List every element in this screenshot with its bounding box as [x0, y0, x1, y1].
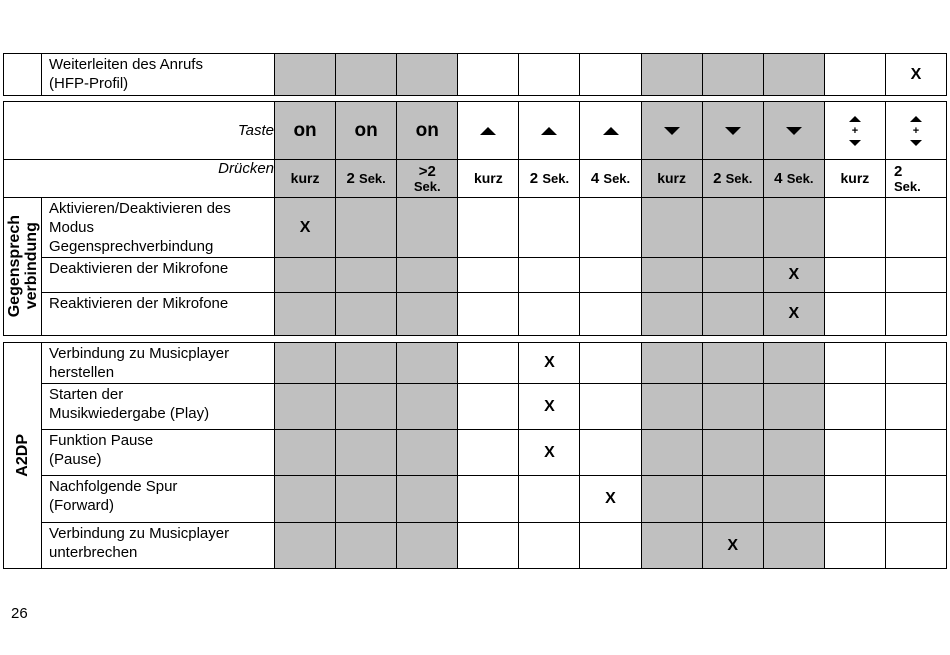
mark-cell — [275, 476, 336, 523]
mark-cell — [458, 384, 519, 430]
row-label: Deaktivieren der Mikrofone — [42, 258, 275, 293]
mark-cell — [641, 198, 702, 258]
taste-label: Taste — [4, 102, 275, 160]
mark-cell — [641, 523, 702, 569]
mark-cell — [702, 384, 763, 430]
row-label: Reaktivieren der Mikrofone — [42, 293, 275, 336]
mark-cell — [763, 343, 824, 384]
press-duration-cell: kurz — [458, 160, 519, 198]
mark-cell — [275, 523, 336, 569]
mark-cell — [763, 54, 824, 96]
button-cell — [641, 102, 702, 160]
plus-label: + — [851, 124, 859, 137]
mark-cell — [275, 384, 336, 430]
a2dp-table — [3, 342, 947, 569]
mark-cell — [824, 54, 885, 96]
mark-cell — [885, 430, 946, 476]
mark-cell — [824, 384, 885, 430]
table-row — [4, 258, 947, 293]
press-duration-cell: kurz — [275, 160, 336, 198]
mark-cell — [397, 476, 458, 523]
mark-cell — [580, 54, 641, 96]
check-mark: X — [605, 490, 616, 507]
button-cell — [336, 102, 397, 160]
mark-cell — [885, 54, 946, 96]
arrow-up-icon — [849, 116, 861, 122]
mark-cell — [519, 430, 580, 476]
mark-cell — [275, 54, 336, 96]
mark-cell — [519, 258, 580, 293]
mark-cell — [336, 523, 397, 569]
mark-cell — [824, 258, 885, 293]
mark-cell — [702, 54, 763, 96]
mark-cell — [580, 476, 641, 523]
mark-cell — [580, 343, 641, 384]
mark-cell — [885, 343, 946, 384]
druecken-label: Drücken — [4, 160, 275, 198]
mark-cell — [641, 54, 702, 96]
row-label: Starten der Musikwiedergabe (Play) — [42, 384, 275, 430]
mark-cell — [275, 430, 336, 476]
mark-cell — [824, 343, 885, 384]
press-duration-cell: >2 Sek. — [397, 160, 458, 198]
mark-cell — [580, 430, 641, 476]
button-cell — [275, 102, 336, 160]
mark-cell — [641, 384, 702, 430]
mark-cell — [702, 523, 763, 569]
mark-cell — [763, 384, 824, 430]
arrow-down-icon — [786, 127, 802, 135]
forwarding-table — [3, 53, 947, 96]
mark-cell — [397, 343, 458, 384]
blank-cell — [4, 54, 42, 96]
mark-cell — [458, 198, 519, 258]
mark-cell — [397, 198, 458, 258]
mark-cell — [580, 258, 641, 293]
mark-cell — [824, 198, 885, 258]
mark-cell — [336, 198, 397, 258]
arrow-up-icon — [603, 127, 619, 135]
table-row — [4, 384, 947, 430]
arrow-up-icon — [480, 127, 496, 135]
row-label: Verbindung zu Musicplayer herstellen — [42, 343, 275, 384]
row-label: Nachfolgende Spur (Forward) — [42, 476, 275, 523]
press-duration-cell: 2 Sek. — [336, 160, 397, 198]
arrow-down-icon — [849, 140, 861, 146]
press-duration-cell: 2 Sek. — [702, 160, 763, 198]
press-duration-cell: 4 Sek. — [580, 160, 641, 198]
mark-cell — [519, 198, 580, 258]
mark-cell — [763, 476, 824, 523]
mark-cell — [275, 258, 336, 293]
on-button-label: on — [415, 119, 439, 141]
button-cell — [519, 102, 580, 160]
mark-cell — [824, 523, 885, 569]
mark-cell — [885, 523, 946, 569]
table-row — [4, 476, 947, 523]
mark-cell — [702, 293, 763, 336]
row-label: Verbindung zu Musicplayer unterbrechen — [42, 523, 275, 569]
mark-cell — [824, 430, 885, 476]
press-duration-cell: 2 Sek. — [885, 160, 946, 198]
mark-cell — [641, 343, 702, 384]
mark-cell — [336, 430, 397, 476]
mark-cell — [397, 523, 458, 569]
mark-cell — [885, 384, 946, 430]
mark-cell — [275, 198, 336, 258]
gegensprech-section-label: Gegensprech verbindung — [4, 198, 42, 336]
check-mark: X — [544, 397, 555, 415]
mark-cell — [702, 430, 763, 476]
arrow-down-icon — [910, 140, 922, 146]
mark-cell — [336, 258, 397, 293]
mark-cell — [641, 476, 702, 523]
button-cell — [458, 102, 519, 160]
table-row — [4, 293, 947, 336]
on-button-label: on — [293, 119, 317, 141]
mark-cell — [458, 343, 519, 384]
mark-cell — [702, 258, 763, 293]
mark-cell — [763, 198, 824, 258]
check-mark: X — [910, 65, 922, 83]
mark-cell — [580, 523, 641, 569]
arrow-down-icon — [664, 127, 680, 135]
mark-cell — [702, 343, 763, 384]
mark-cell — [824, 293, 885, 336]
press-duration-cell: kurz — [824, 160, 885, 198]
press-duration-cell: 4 Sek. — [763, 160, 824, 198]
arrow-down-icon — [725, 127, 741, 135]
check-mark: X — [544, 443, 555, 461]
mark-cell — [397, 384, 458, 430]
check-mark: X — [299, 218, 311, 236]
mark-cell — [458, 54, 519, 96]
mark-cell — [397, 293, 458, 336]
button-cell — [763, 102, 824, 160]
mark-cell — [336, 343, 397, 384]
mark-cell — [763, 258, 824, 293]
mark-cell — [336, 476, 397, 523]
table-row — [4, 343, 947, 384]
mark-cell — [336, 293, 397, 336]
arrow-up-icon — [541, 127, 557, 135]
mark-cell — [580, 198, 641, 258]
button-cell — [580, 102, 641, 160]
mark-cell — [336, 54, 397, 96]
table-row — [4, 430, 947, 476]
mark-cell — [519, 476, 580, 523]
mark-cell — [885, 476, 946, 523]
mark-cell — [641, 430, 702, 476]
mark-cell — [458, 258, 519, 293]
press-duration-cell: kurz — [641, 160, 702, 198]
table-row — [4, 198, 947, 258]
button-cell — [397, 102, 458, 160]
mark-cell — [641, 258, 702, 293]
mark-cell — [580, 384, 641, 430]
row-label: Weiterleiten des Anrufs (HFP-Profil) — [42, 54, 275, 96]
check-mark: X — [788, 305, 800, 322]
mark-cell — [702, 198, 763, 258]
button-header-table — [3, 101, 947, 336]
mark-cell — [824, 476, 885, 523]
mark-cell — [519, 343, 580, 384]
mark-cell — [275, 343, 336, 384]
mark-cell — [885, 293, 946, 336]
mark-cell — [763, 523, 824, 569]
page-number: 26 — [11, 605, 28, 622]
on-button-label: on — [354, 119, 378, 141]
mark-cell — [336, 384, 397, 430]
a2dp-section-label: A2DP — [4, 343, 42, 569]
check-mark: X — [788, 266, 800, 283]
mark-cell — [885, 198, 946, 258]
mark-cell — [885, 258, 946, 293]
row-label: Funktion Pause (Pause) — [42, 430, 275, 476]
mark-cell — [458, 476, 519, 523]
row-label: Aktivieren/Deaktivieren des Modus Gegensprechverbindung — [42, 198, 275, 258]
mark-cell — [458, 293, 519, 336]
press-duration-cell: 2 Sek. — [519, 160, 580, 198]
table-row — [4, 54, 947, 96]
mark-cell — [397, 430, 458, 476]
mark-cell — [458, 430, 519, 476]
button-cell — [885, 102, 946, 160]
mark-cell — [397, 54, 458, 96]
mark-cell — [519, 523, 580, 569]
mark-cell — [519, 54, 580, 96]
check-mark: X — [727, 536, 739, 554]
mark-cell — [458, 523, 519, 569]
button-cell — [702, 102, 763, 160]
check-mark: X — [544, 354, 555, 371]
mark-cell — [519, 293, 580, 336]
mark-cell — [519, 384, 580, 430]
arrow-up-icon — [910, 116, 922, 122]
table-row — [4, 523, 947, 569]
mark-cell — [641, 293, 702, 336]
mark-cell — [580, 293, 641, 336]
button-cell — [824, 102, 885, 160]
plus-label: + — [912, 124, 920, 137]
mark-cell — [397, 258, 458, 293]
mark-cell — [763, 293, 824, 336]
mark-cell — [763, 430, 824, 476]
mark-cell — [275, 293, 336, 336]
mark-cell — [702, 476, 763, 523]
